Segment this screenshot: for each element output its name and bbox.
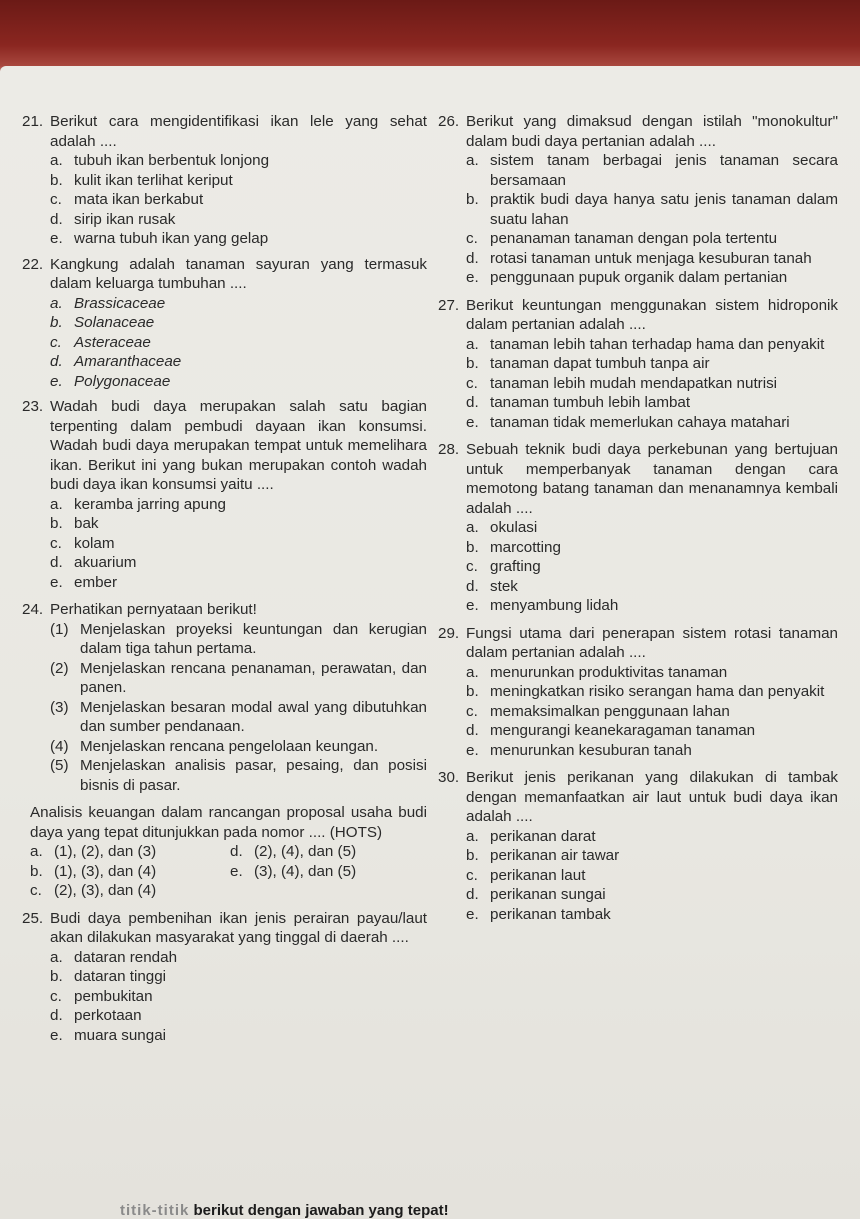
option <box>22 313 427 333</box>
option-text: menyambung lidah <box>490 597 619 614</box>
option <box>438 413 838 433</box>
option-text: marcotting <box>490 538 561 556</box>
question-25 <box>22 909 427 1046</box>
question-text: Fungsi utama dari penerapan sistem rotasi tanaman dalam pertanian adalah .... <box>466 624 838 661</box>
option <box>22 210 427 230</box>
options-grid <box>22 842 427 901</box>
option-letter: b. <box>466 847 479 864</box>
option-letter: e. <box>50 1026 63 1044</box>
question-text: Berikut yang dimaksud dengan istilah "monokultur" dalam budi daya pertanian adalah .... <box>466 113 838 150</box>
option-text: sistem tanam berbagai jenis tanaman secara bersamaan <box>490 152 838 189</box>
option <box>438 229 838 249</box>
option-letter: e. <box>466 741 479 759</box>
instruction-text: berikut dengan jawaban yang tepat! <box>193 1202 449 1219</box>
question-text: Kangkung adalah tanaman sayuran yang termasuk dalam keluarga tumbuhan .... <box>50 255 427 292</box>
question-prompt: Analisis keuangan dalam rancangan proposal usaha budi daya yang tepat ditunjukkan pada nomor .... (HOTS) <box>30 804 427 841</box>
option-text: perikanan tambak <box>490 905 611 923</box>
option-text: bak <box>74 515 99 532</box>
option <box>438 905 838 925</box>
question-number: 27. <box>438 296 460 314</box>
option <box>22 514 427 534</box>
option <box>438 741 838 761</box>
option-text: tanaman tidak memerlukan cahaya matahari <box>490 413 790 431</box>
question-text: Budi daya pembenihan ikan jenis perairan payau/laut akan dilakukan masyarakat yang tinggal di daerah .... <box>50 909 427 946</box>
option <box>22 190 427 210</box>
option <box>438 846 838 866</box>
option-letter: d. <box>50 210 63 228</box>
question-number: 29. <box>438 624 460 642</box>
option-text: dataran rendah <box>74 948 178 966</box>
option-letter: c. <box>466 374 478 392</box>
option-text: Brassicaceae <box>74 294 166 312</box>
option-text: perikanan laut <box>490 866 586 884</box>
option <box>438 885 838 905</box>
option <box>22 333 427 353</box>
option-letter: a. <box>30 843 43 860</box>
option <box>22 553 427 573</box>
option-letter: b. <box>466 683 479 700</box>
option <box>22 294 427 314</box>
option-letter: e. <box>466 905 479 923</box>
statement <box>22 737 427 757</box>
option-text: okulasi <box>490 519 538 536</box>
option <box>438 335 838 355</box>
option-letter: e. <box>466 413 479 431</box>
question-21 <box>22 112 427 249</box>
option-letter: a. <box>50 495 63 513</box>
option <box>438 354 838 374</box>
option-text: kulit ikan terlihat keriput <box>74 171 233 189</box>
option <box>230 862 430 882</box>
statement-number: (5) <box>50 757 69 774</box>
question-24 <box>22 600 427 901</box>
option <box>30 862 230 882</box>
option-letter: e. <box>230 862 243 880</box>
instruction-partial: titik-titik <box>120 1202 190 1219</box>
option-text: (3), (4), dan (5) <box>254 862 357 880</box>
option-text: akuarium <box>74 554 137 571</box>
option-text: menurunkan produktivitas tanaman <box>490 663 728 681</box>
option-text: mengurangi keanekaragaman tanaman <box>490 722 756 739</box>
option-letter: e. <box>50 372 63 390</box>
option <box>30 881 230 901</box>
option <box>22 1006 427 1026</box>
question-number: 23. <box>22 398 44 415</box>
option <box>22 171 427 191</box>
option-letter: a. <box>466 663 479 681</box>
option-letter: b. <box>50 968 63 985</box>
option-letter: c. <box>466 230 478 247</box>
statement <box>22 659 427 698</box>
option-letter: b. <box>50 515 63 532</box>
question-number: 28. <box>438 441 460 458</box>
question-26 <box>438 112 838 288</box>
option-letter: a. <box>466 519 479 536</box>
option <box>438 577 838 597</box>
question-27 <box>438 296 838 433</box>
option <box>438 663 838 683</box>
option-letter: d. <box>230 843 243 860</box>
option-letter: b. <box>50 314 63 331</box>
question-number: 25. <box>22 909 44 927</box>
option <box>22 372 427 392</box>
option <box>22 987 427 1007</box>
option-letter: d. <box>50 353 63 370</box>
question-number: 21. <box>22 113 44 130</box>
option-letter: c. <box>466 866 478 884</box>
option-text: grafting <box>490 558 541 575</box>
option <box>438 827 838 847</box>
option-text: keramba jarring apung <box>74 495 226 513</box>
option-text: stek <box>490 577 518 595</box>
question-text: Berikut keuntungan menggunakan sistem hidroponik dalam pertanian adalah .... <box>466 296 838 333</box>
option-letter: a. <box>466 152 479 169</box>
option-letter: c. <box>50 191 62 208</box>
option-text: penanaman tanaman dengan pola tertentu <box>490 230 778 247</box>
option-text: tanaman lebih tahan terhadap hama dan penyakit <box>490 335 825 353</box>
option-text: (2), (3), dan (4) <box>54 882 157 899</box>
statement-text: Menjelaskan besaran modal awal yang dibutuhkan dan sumber pendanaan. <box>80 698 427 735</box>
option <box>438 866 838 886</box>
option-letter: e. <box>466 269 479 286</box>
option <box>438 721 838 741</box>
question-text: Sebuah teknik budi daya perkebunan yang bertujuan untuk memperbanyak tanaman dengan cara memotong batang tanaman dan menanamnya kembali adalah .... <box>466 441 838 517</box>
option-text: perkotaan <box>74 1007 142 1024</box>
option-text: Solanaceae <box>74 314 155 331</box>
question-text: Berikut jenis perikanan yang dilakukan di tambak dengan memanfaatkan air laut untuk budi daya ikan adalah .... <box>466 769 838 825</box>
right-column <box>438 112 838 926</box>
question-30 <box>438 768 838 924</box>
question-23 <box>22 397 427 592</box>
option-text: mata ikan berkabut <box>74 191 204 208</box>
question-number: 30. <box>438 769 460 786</box>
option <box>22 534 427 554</box>
option-letter: b. <box>466 355 479 372</box>
statement-number: (4) <box>50 737 69 755</box>
option <box>22 1026 427 1046</box>
option-text: menurunkan kesuburan tanah <box>490 741 692 759</box>
option-text: tanaman dapat tumbuh tanpa air <box>490 355 710 372</box>
option-text: tanaman tumbuh lebih lambat <box>490 394 691 411</box>
statement <box>22 698 427 737</box>
option-letter: c. <box>466 702 478 720</box>
statement-text: Menjelaskan rencana pengelolaan keungan. <box>80 737 379 755</box>
option <box>438 518 838 538</box>
option-text: tanaman lebih mudah mendapatkan nutrisi <box>490 374 778 392</box>
option-letter: e. <box>466 597 479 614</box>
option <box>30 842 230 862</box>
option-letter: e. <box>50 573 63 591</box>
question-number: 24. <box>22 601 44 618</box>
option-text: meningkatkan risiko serangan hama dan penyakit <box>490 683 825 700</box>
option-text: (1), (2), dan (3) <box>54 843 157 860</box>
left-column <box>22 112 427 1047</box>
question-number: 26. <box>438 113 460 130</box>
option-letter: d. <box>50 1007 63 1024</box>
option-text: dataran tinggi <box>74 968 167 985</box>
option-letter: d. <box>466 394 479 411</box>
option-letter: a. <box>50 294 63 312</box>
option <box>22 948 427 968</box>
statement-text: Menjelaskan analisis pasar, pesaing, dan posisi bisnis di pasar. <box>80 757 427 794</box>
option-letter: a. <box>466 335 479 353</box>
statement-number: (1) <box>50 620 69 638</box>
option <box>22 352 427 372</box>
option-letter: c. <box>466 558 478 575</box>
option-text: muara sungai <box>74 1026 167 1044</box>
statement <box>22 756 427 795</box>
option-letter: a. <box>50 152 63 169</box>
option <box>438 702 838 722</box>
section-instruction <box>120 1202 520 1219</box>
question-29 <box>438 624 838 761</box>
option-text: pembukitan <box>74 987 153 1005</box>
option-text: perikanan air tawar <box>490 847 620 864</box>
option <box>22 151 427 171</box>
option <box>438 682 838 702</box>
option-letter: d. <box>50 554 63 571</box>
option <box>438 374 838 394</box>
option-letter: c. <box>50 333 62 351</box>
question-text: Wadah budi daya merupakan salah satu bagian terpenting dalam pembudi dayaan ikan konsumsi. Wadah budi daya merupakan tempat untuk memelihara ikan. Berikut ini yang bukan merupakan contoh wadah budi daya ikan konsumsi yaitu .... <box>50 398 427 493</box>
option <box>22 495 427 515</box>
option-letter: e. <box>50 230 63 247</box>
option <box>22 229 427 249</box>
option-text: Amaranthaceae <box>74 353 182 370</box>
question-number: 22. <box>22 255 44 273</box>
option <box>22 967 427 987</box>
option-letter: b. <box>466 191 479 208</box>
option-letter: d. <box>466 886 479 903</box>
option-letter: a. <box>466 827 479 845</box>
question-text: Perhatikan pernyataan berikut! <box>50 601 257 618</box>
option <box>438 393 838 413</box>
option-text: warna tubuh ikan yang gelap <box>74 230 269 247</box>
statement <box>22 620 427 659</box>
option <box>22 573 427 593</box>
option-text: sirip ikan rusak <box>74 210 176 228</box>
option-text: perikanan darat <box>490 827 596 845</box>
option-text: perikanan sungai <box>490 886 606 903</box>
option <box>230 842 430 862</box>
option-letter: d. <box>466 577 479 595</box>
statement-number: (3) <box>50 698 69 716</box>
option-text: Polygonaceae <box>74 372 171 390</box>
option-text: (1), (3), dan (4) <box>54 862 157 880</box>
option <box>438 557 838 577</box>
statement-text: Menjelaskan rencana penanaman, perawatan, dan panen. <box>80 659 427 696</box>
option-letter: a. <box>50 948 63 966</box>
option <box>438 538 838 558</box>
option-text: memaksimalkan penggunaan lahan <box>490 702 730 720</box>
option-text: Asteraceae <box>74 333 151 351</box>
statement-text: Menjelaskan proyeksi keuntungan dan kerugian dalam tiga tahun pertama. <box>80 620 427 657</box>
option <box>438 151 838 190</box>
option-letter: c. <box>50 534 62 552</box>
option <box>438 596 838 616</box>
option-text: ember <box>74 573 118 591</box>
question-text: Berikut cara mengidentifikasi ikan lele yang sehat adalah .... <box>50 113 427 150</box>
option-text: (2), (4), dan (5) <box>254 843 357 860</box>
option-text: kolam <box>74 534 115 552</box>
option-text: tubuh ikan berbentuk lonjong <box>74 152 270 169</box>
option-letter: b. <box>466 538 479 556</box>
option-text: penggunaan pupuk organik dalam pertanian <box>490 269 788 286</box>
option-text: praktik budi daya hanya satu jenis tanaman dalam suatu lahan <box>490 191 838 228</box>
option <box>438 249 838 269</box>
option-letter: c. <box>50 987 62 1005</box>
option-letter: d. <box>466 249 479 267</box>
option-text: rotasi tanaman untuk menjaga kesuburan tanah <box>490 249 812 267</box>
option-letter: b. <box>50 171 63 189</box>
option-letter: c. <box>30 882 42 899</box>
option-letter: b. <box>30 862 43 880</box>
question-22 <box>22 255 427 392</box>
option <box>438 190 838 229</box>
option <box>438 268 838 288</box>
option-letter: d. <box>466 722 479 739</box>
question-28 <box>438 440 838 616</box>
statement-number: (2) <box>50 659 69 677</box>
